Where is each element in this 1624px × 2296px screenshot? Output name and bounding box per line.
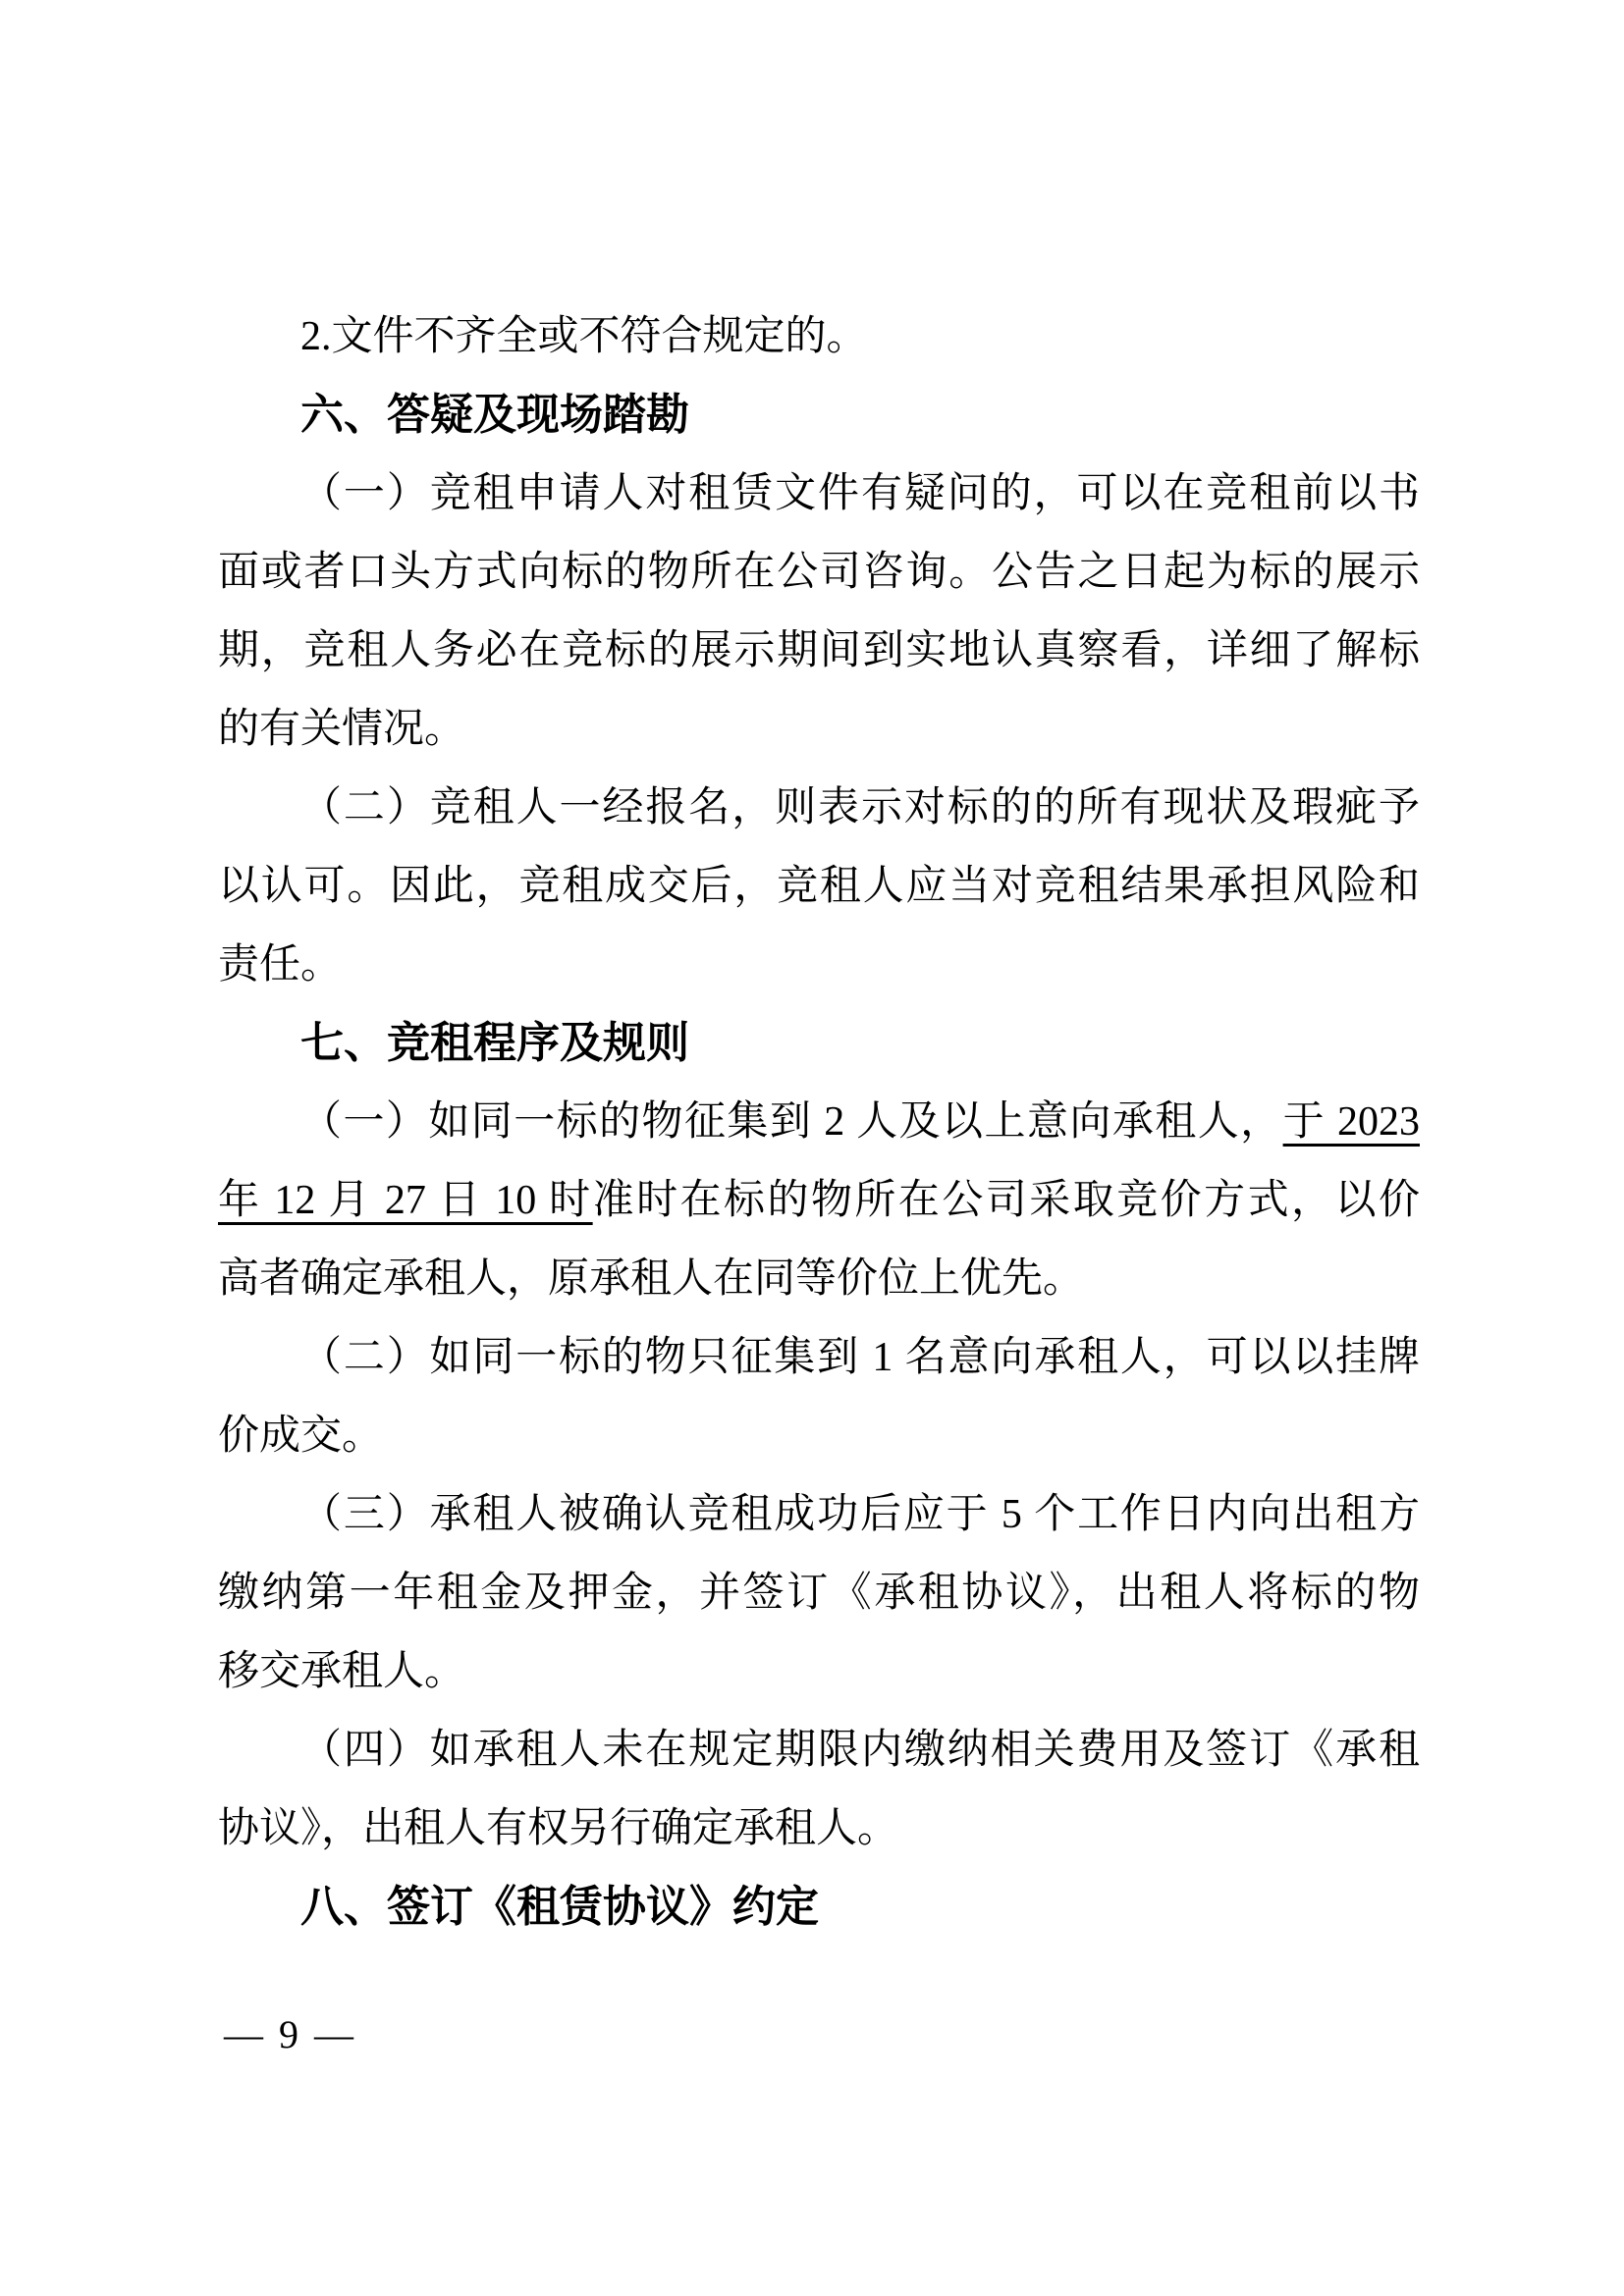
paragraph-line — [218, 612, 1420, 690]
document-body — [218, 297, 1420, 1947]
paragraph-line — [218, 847, 1420, 926]
paragraph-line — [218, 769, 1420, 847]
body-text: 面或者口头方式向标的物所在公司咨询。公告之日起为标的展示 — [218, 550, 1420, 595]
body-text: （二）竞租人一经报名，则表示对标的的所有现状及瑕疵予 — [300, 785, 1420, 830]
paragraph-line — [218, 1554, 1420, 1632]
paragraph-line — [218, 1711, 1420, 1789]
paragraph-line — [218, 1397, 1420, 1475]
paragraph-line — [218, 1161, 1420, 1240]
body-text: 责任。 — [218, 942, 343, 988]
body-text: 期，竞租人务必在竞标的展示期间到实地认真察看，详细了解标 — [218, 628, 1420, 673]
body-text: （一）如同一标的物征集到 2 人及以上意向承租人， — [300, 1099, 1283, 1145]
body-text: （四）如承租人未在规定期限内缴纳相关费用及签订《承租 — [300, 1728, 1420, 1773]
page-footer — [224, 2005, 356, 2064]
section-heading-eight — [218, 1868, 1420, 1947]
paragraph-line — [218, 1475, 1420, 1554]
body-text: 以认可。因此，竞租成交后，竞租人应当对竞租结果承担风险和 — [218, 864, 1420, 909]
heading-text: 六、答疑及现场踏勘 — [300, 391, 689, 439]
paragraph-line — [218, 926, 1420, 1004]
section-heading-six — [218, 376, 1420, 454]
paragraph-line — [218, 454, 1420, 533]
paragraph-line — [218, 1240, 1420, 1318]
heading-text: 七、竞租程序及规则 — [300, 1019, 689, 1067]
body-text: 协议》，出租人有权另行确定承租人。 — [218, 1806, 899, 1851]
paragraph-line — [218, 690, 1420, 769]
page-number: — 9 — — [224, 2012, 356, 2056]
body-text: （一）竞租申请人对租赁文件有疑问的，可以在竞租前以书 — [300, 471, 1420, 516]
body-text: （二）如同一标的物只征集到 1 名意向承租人，可以以挂牌 — [300, 1335, 1420, 1380]
paragraph-line — [218, 297, 1420, 376]
paragraph-line — [218, 1083, 1420, 1161]
body-text: 的有关情况。 — [218, 707, 466, 752]
body-text: 缴纳第一年租金及押金，并签订《承租协议》，出租人将标的物 — [218, 1571, 1420, 1616]
body-text: 2.文件不齐全或不符合规定的。 — [300, 314, 868, 359]
heading-text: 八、签订《租赁协议》约定 — [300, 1883, 819, 1931]
body-text: （三）承租人被确认竞租成功后应于 5 个工作日内向出租方 — [300, 1492, 1420, 1537]
paragraph-line — [218, 1789, 1420, 1868]
paragraph-line — [218, 1632, 1420, 1711]
body-text: 价成交。 — [218, 1414, 384, 1459]
paragraph-line — [218, 533, 1420, 612]
body-text: 准时在标的物所在公司采取竞价方式，以价 — [592, 1178, 1420, 1223]
paragraph-line — [218, 1318, 1420, 1397]
body-text: 高者确定承租人，原承租人在同等价位上优先。 — [218, 1256, 1085, 1302]
underlined-date-text: 于 2023 — [1282, 1099, 1420, 1145]
underlined-date-text: 年 12 月 27 日 10 时 — [218, 1178, 593, 1223]
section-heading-seven — [218, 1004, 1420, 1083]
body-text: 移交承租人。 — [218, 1649, 466, 1694]
